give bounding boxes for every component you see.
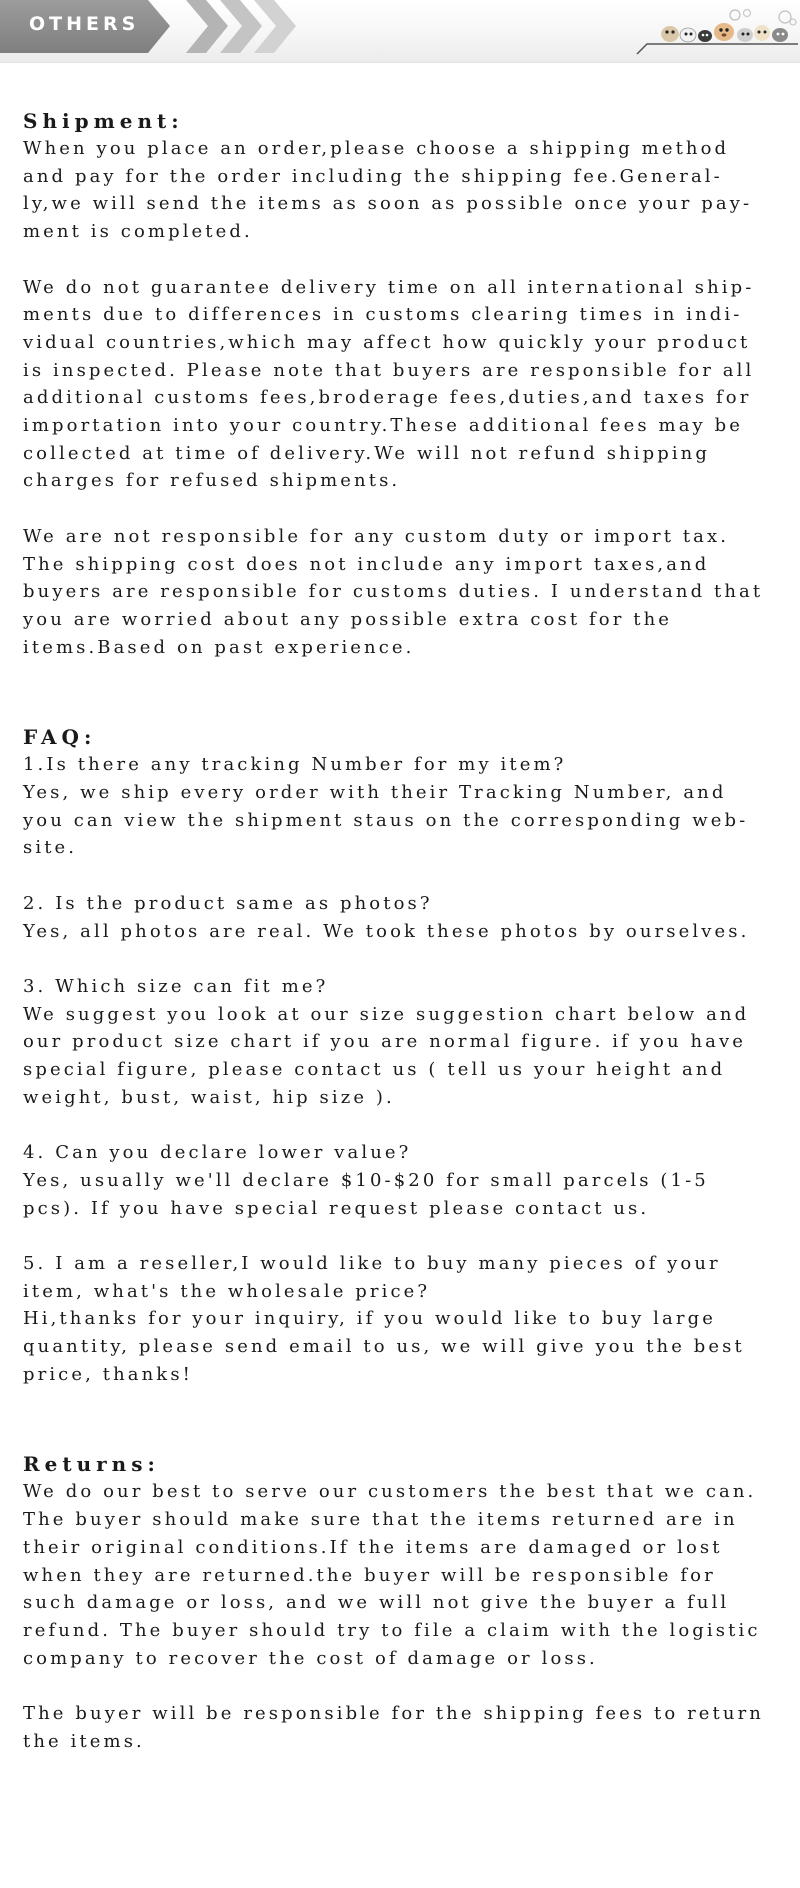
policy-content — [23, 107, 793, 1755]
faq-item: 5. I am a reseller,I would like to buy many pieces of your item, what's the wholesale price? Hi,thanks for your inquiry, if you would like to buy large quantity, please send email to us, we will give you the best price, thanks! — [23, 1252, 745, 1385]
faq-item: 1.Is there any tracking Number for my item? Yes, we ship every order with their Tracking Number, and you can view the shipment staus on the corresponding web- site. — [23, 754, 749, 859]
chevron-right-icon — [180, 0, 310, 53]
returns-paragraph: We do our best to serve our customers the best that we can. The buyer should make sure that the items returned are in their original conditions.If the items are damaged or lost when they are returned.the buyer will be responsible for such damage or loss, and we will not give the buyer a full refund. The buyer should try to file a claim with the logistic company to recover the cost of damage or loss. — [23, 1481, 761, 1669]
header-title: OTHERS — [29, 13, 140, 35]
faq-item: 2. Is the product same as photos? Yes, all photos are real. We took these photos by ourselves. — [23, 892, 750, 942]
shipment-heading: Shipment: — [23, 109, 184, 133]
returns-heading: Returns: — [23, 1452, 160, 1477]
shipment-paragraph: We are not responsible for any custom duty or import tax. The shipping cost does not include any import taxes,and buyers are responsible for customs duties. I understand that you are worried about any possible extra cost for the items.Based on past experience. — [23, 525, 764, 658]
faq-item: 4. Can you declare lower value? Yes, usually we'll declare $10-$20 for small parcels (1-5 pcs). If you have special request please contact us. — [23, 1142, 709, 1219]
faq-item: 3. Which size can fit me? We suggest you look at our size suggestion chart below and our product size chart if you are normal figure. if you have special figure, please contact us ( tell us your height and weight, bust, waist, hip size ). — [23, 975, 750, 1108]
returns-paragraph: The buyer will be responsible for the shipping fees to return the items. — [23, 1703, 764, 1752]
faq-heading: FAQ: — [23, 725, 97, 750]
chevron-1 — [186, 0, 228, 53]
section-header-banner — [0, 0, 800, 63]
cartoon-pets-decoration — [635, 8, 800, 56]
shipment-paragraph: We do not guarantee delivery time on all international ship- ments due to differences in customs clearing times in indi- vidual countries,which may affect how quickly your product is inspected. Please note that buyers are responsible for all additional customs fees,broderage fees,duties,and taxes for importation into your country.These additional fees may be collected at time of delivery.We will not refund shipping charges for refused shipments. — [23, 276, 755, 492]
shipment-paragraph: When you place an order,please choose a shipping method and pay for the order including the shipping fee.General- ly,we will send the items as soon as possible once your pay- ment is completed. — [23, 138, 753, 243]
